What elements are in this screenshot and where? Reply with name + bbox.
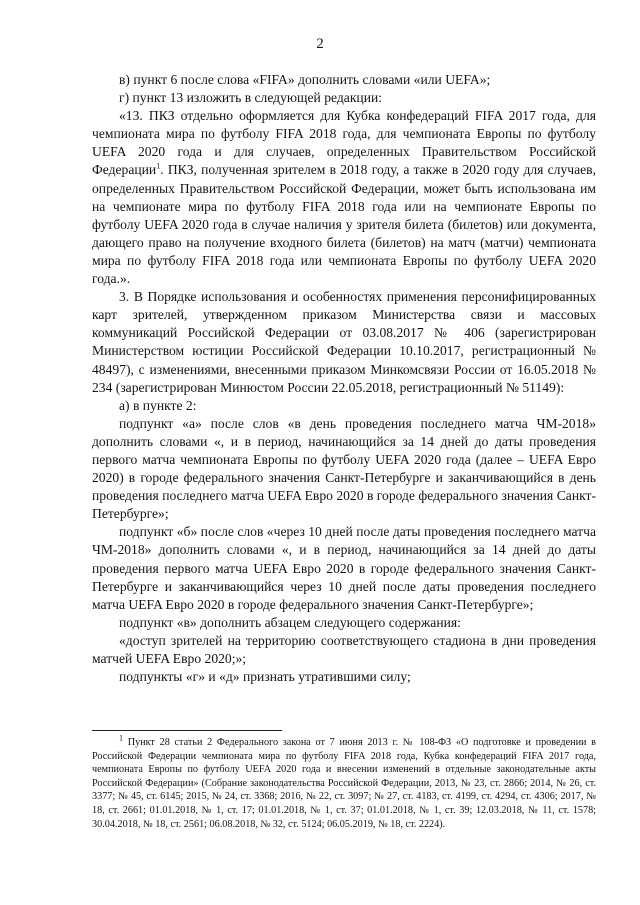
footnote-marker: 1	[119, 733, 123, 743]
paragraph: г) пункт 13 изложить в следующей редакции:	[119, 90, 383, 106]
paragraph: а) в пункте 2:	[119, 397, 197, 413]
paragraph: подпункт «а» после слов «в день проведения последнего матча ЧМ-2018» дополнить словами «, и в период, начинающийся за 14 дней до даты проведения первого матча чемпионата Европы по футболу UEFA 2020 года (далее – UEFA Евро 2020) в городе федерального значения Санкт-Петербурге и заканчивающийся в день проведения последнего матча UEFA Евро 2020 в городе федерального значения Санкт-Петербурге»;	[92, 415, 596, 522]
paragraph-13-tail: . ПКЗ, полученная зрителем в 2018 году, а также в 2020 году для случаев, определенных Правительством Российской Федерации, может быть использована им на чемпионате мира по футболу FIFA 2018 года или на чемпионате Европы по футболу UEFA 2020 года в случае наличия у зрителя билета (билетов) или документа, дающего право на получение входного билета (билетов) на матч (матчи) чемпионата мира по футболу FIFA 2018 года или чемпионата Европы по футболу UEFA 2020 года.».	[92, 162, 596, 287]
footnote-text: Пункт 28 статьи 2 Федерального закона от 7 июня 2013 г. № 108-ФЗ «О подготовке и проведении в Российской Федерации чемпионата мира по футболу FIFA 2018 года, Кубка конфедераций FIFA 2017 года, чемпионата Европы по футболу UEFA 2020 года и внесении изменений в отдельные законодательные акты Российской Федерации» (Собрание законодательства Российской Федерации, 2013, № 23, ст. 2866; 2014, № 26, ст. 3377; № 45, ст. 6145; 2015, № 24, ст. 3368; 2016, № 22, ст. 3097; № 27, ст. 4183, ст. 4199, ст. 4294, ст. 4306; 2017, № 18, ст. 2661; 01.01.2018, № 1, ст. 17; 01.01.2018, № 1, ст. 37; 01.01.2018, № 1, ст. 39; 12.03.2018, № 11, ст. 1578; 30.04.2018, № 18, ст. 2561; 06.08.2018, № 32, ст. 5124; 06.05.2019, № 18, ст. 2224).	[92, 737, 596, 830]
document-body	[92, 71, 596, 686]
footnote-separator	[92, 730, 282, 731]
paragraph: в) пункт 6 после слова «FIFA» дополнить словами «или UEFA»;	[119, 72, 491, 87]
paragraph-13-head: «13. ПКЗ отдельно оформляется для Кубка конфедераций FIFA 2017 года, для чемпионата мира по футболу FIFA 2018 года, для чемпионата Европы по футболу UEFA 2020 года и для случаев, определенных Правительством Российской Федерации	[92, 108, 596, 178]
footnote	[92, 733, 596, 831]
paragraph: подпункт «в» дополнить абзацем следующего содержания:	[119, 614, 461, 630]
footnote-reference: 1	[156, 161, 161, 171]
paragraph: подпункты «г» и «д» признать утратившими силу;	[119, 669, 411, 685]
paragraph: «доступ зрителей на территорию соответствующего стадиона в дни проведения матчей UEFA Евро 2020;»;	[92, 632, 596, 666]
paragraph: подпункт «б» после слов «через 10 дней после даты проведения последнего матча ЧМ-2018» дополнить словами «, и в период, начинающийся за 14 дней до даты проведения первого матча UEFA Евро 2020 в городе федерального значения Санкт-Петербурге и заканчивающийся через 10 дней после даты проведения последнего матча UEFA Евро 2020 в городе федерального значения Санкт-Петербурге»;	[92, 524, 596, 612]
page-number: 2	[316, 36, 324, 52]
paragraph: 3. В Порядке использования и особенностях применения персонифицированных карт зрителей, утвержденном приказом Министерства связи и массовых коммуникаций Российской Федерации от 03.08.2017 № 406 (зарегистрирован Министерством юстиции Российской Федерации 10.10.2017, регистрационный № 48497), с изменениями, внесенными приказом Минкомсвязи России от 16.05.2018 № 234 (зарегистрирован Минюстом России 22.05.2018, регистрационный № 51149):	[92, 289, 596, 395]
paragraph-13	[92, 107, 596, 288]
